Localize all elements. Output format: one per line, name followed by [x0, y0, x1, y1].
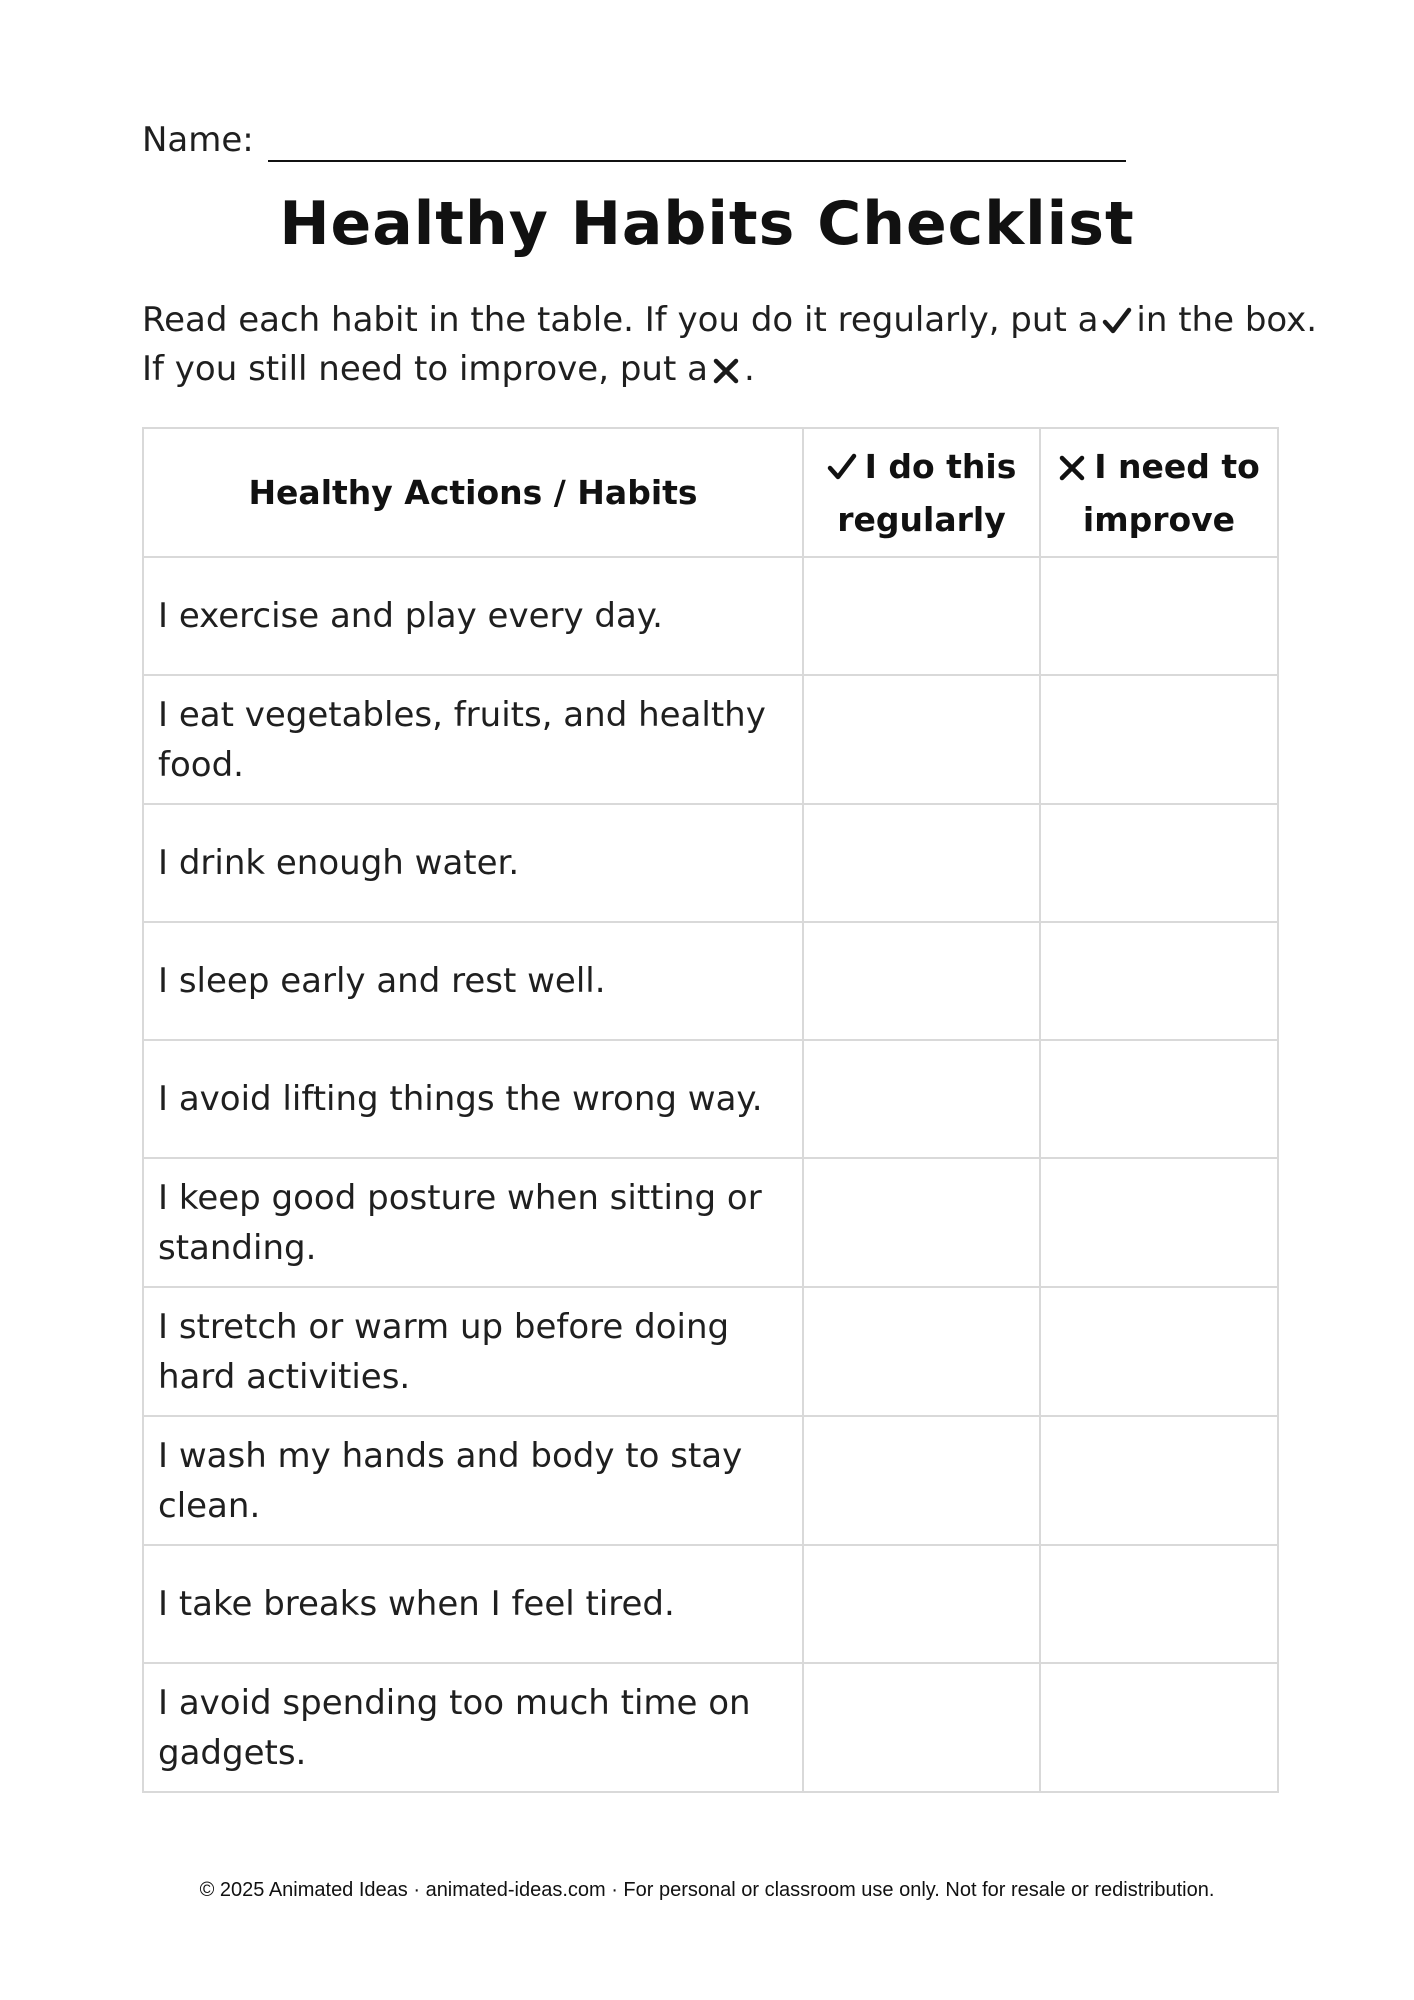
instructions-line-1	[142, 296, 1318, 345]
need-improve-checkbox[interactable]	[1040, 1158, 1278, 1287]
habit-cell	[143, 1416, 803, 1545]
habit-text-line2: clean.	[158, 1485, 261, 1526]
table-row	[143, 1663, 1278, 1792]
do-regularly-checkbox[interactable]	[803, 557, 1040, 675]
header-need-line1: I need to	[1094, 446, 1260, 486]
name-blank-line[interactable]	[268, 124, 1126, 162]
header-do-regularly	[803, 428, 1040, 557]
name-row	[142, 118, 1126, 162]
table-row	[143, 675, 1278, 804]
habit-text-line1: I avoid lifting things the wrong way.	[158, 1079, 763, 1119]
instructions-text: in the box.	[1136, 300, 1318, 340]
instructions-text: Read each habit in the table. If you do it regularly, put a	[142, 300, 1099, 340]
header-do-line2: regularly	[837, 499, 1006, 539]
do-regularly-checkbox[interactable]	[803, 1416, 1040, 1545]
do-regularly-checkbox[interactable]	[803, 1545, 1040, 1663]
need-improve-checkbox[interactable]	[1040, 1663, 1278, 1792]
need-improve-checkbox[interactable]	[1040, 1545, 1278, 1663]
habit-cell	[143, 1158, 803, 1287]
header-need-line2: improve	[1082, 499, 1236, 539]
habit-text-line1: I sleep early and rest well.	[158, 961, 606, 1001]
page-title: Healthy Habits Checklist	[279, 189, 1135, 259]
table-row	[143, 1040, 1278, 1158]
do-regularly-checkbox[interactable]	[803, 804, 1040, 922]
do-regularly-checkbox[interactable]	[803, 922, 1040, 1040]
habit-cell	[143, 1287, 803, 1416]
table-row	[143, 1416, 1278, 1545]
habit-text-line2: standing.	[158, 1227, 317, 1268]
need-improve-checkbox[interactable]	[1040, 1040, 1278, 1158]
need-improve-checkbox[interactable]	[1040, 804, 1278, 922]
instructions	[142, 296, 1318, 394]
habits-table	[142, 427, 1279, 1793]
habit-text-line1: I take breaks when I feel tired.	[158, 1584, 675, 1624]
habit-text-line2: food.	[158, 744, 244, 785]
instructions-text: If you still need to improve, put a	[142, 349, 708, 389]
habit-text-line2: hard activities.	[158, 1356, 411, 1397]
table-row	[143, 1287, 1278, 1416]
habit-cell	[143, 557, 803, 675]
habit-cell	[143, 804, 803, 922]
cross-icon	[1058, 446, 1086, 495]
habit-text-line1: I avoid spending too much time on	[158, 1682, 751, 1723]
habit-cell	[143, 675, 803, 804]
need-improve-checkbox[interactable]	[1040, 1416, 1278, 1545]
habit-cell	[143, 1040, 803, 1158]
header-habits: Healthy Actions / Habits	[143, 428, 803, 557]
need-improve-checkbox[interactable]	[1040, 922, 1278, 1040]
table-row	[143, 804, 1278, 922]
header-need-improve	[1040, 428, 1278, 557]
habit-cell	[143, 1545, 803, 1663]
habit-text-line2: gadgets.	[158, 1732, 307, 1773]
need-improve-checkbox[interactable]	[1040, 675, 1278, 804]
do-regularly-checkbox[interactable]	[803, 675, 1040, 804]
need-improve-checkbox[interactable]	[1040, 1287, 1278, 1416]
table-row	[143, 922, 1278, 1040]
habit-text-line1: I exercise and play every day.	[158, 596, 663, 636]
check-icon	[827, 446, 857, 495]
table-row	[143, 1545, 1278, 1663]
cross-icon	[712, 357, 740, 385]
table-header-row	[143, 428, 1278, 557]
habit-text-line1: I eat vegetables, fruits, and healthy	[158, 694, 766, 735]
do-regularly-checkbox[interactable]	[803, 1663, 1040, 1792]
habit-text-line1: I drink enough water.	[158, 843, 520, 883]
instructions-line-2	[142, 345, 1292, 394]
habit-cell	[143, 922, 803, 1040]
do-regularly-checkbox[interactable]	[803, 1040, 1040, 1158]
habit-text-line1: I wash my hands and body to stay	[158, 1435, 743, 1476]
table-row	[143, 557, 1278, 675]
do-regularly-checkbox[interactable]	[803, 1287, 1040, 1416]
do-regularly-checkbox[interactable]	[803, 1158, 1040, 1287]
habit-text-line1: I keep good posture when sitting or	[158, 1177, 762, 1218]
table-row	[143, 1158, 1278, 1287]
copyright-footer: © 2025 Animated Ideas · animated-ideas.com · For personal or classroom use only. Not for resale or redistribution.	[199, 1879, 1215, 1901]
name-label: Name:	[142, 120, 254, 160]
check-icon	[1102, 306, 1132, 336]
habit-cell	[143, 1663, 803, 1792]
header-do-line1: I do this	[864, 446, 1017, 486]
need-improve-checkbox[interactable]	[1040, 557, 1278, 675]
habit-text-line1: I stretch or warm up before doing	[158, 1306, 730, 1347]
instructions-text: .	[743, 349, 755, 389]
